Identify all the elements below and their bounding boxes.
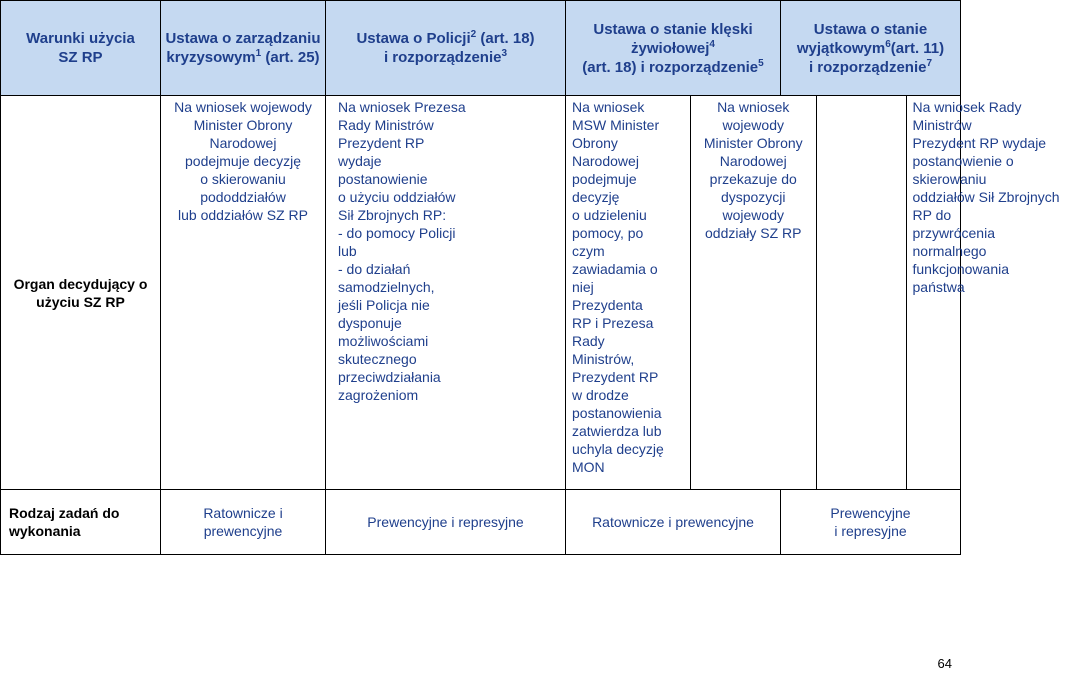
tasks-disaster-text: Ratownicze i prewencyjne <box>592 514 754 530</box>
organ-police-cell <box>326 96 566 490</box>
tasks-emergency-text: Prewencyjne i represyjne <box>830 505 911 539</box>
tasks-row <box>1 490 961 555</box>
organ-disaster-text-b: Na wniosek wojewody Minister Obrony Narodowej przekazuje do dyspozycji wojewody oddziały SZ RP <box>703 99 803 241</box>
organ-empty-cell <box>816 96 906 489</box>
header-disaster-act-text: Ustawa o stanie klęski żywiołowej$^4$ (art. 18) i rozporządzenie$^5$ <box>582 20 764 76</box>
organ-label-cell <box>1 96 161 490</box>
header-emergency-act-text: Ustawa o stanie wyjątkowym$^6$(art. 11) i rozporządzenie$^7$ <box>796 20 945 76</box>
tasks-crisis-text: Ratownicze i prewencyjne <box>203 505 283 539</box>
header-crisis-act-text: Ustawa o zarządzaniu kryzysowym$^1$ (art. 25) <box>165 30 321 66</box>
header-police-act-text: Ustawa o Policji$^2$ (art. 18) i rozporządzenie$^3$ <box>356 29 535 66</box>
organ-split-cell <box>691 96 1060 490</box>
tasks-label-cell <box>1 490 161 555</box>
page-number: 64 <box>937 656 952 671</box>
tasks-crisis-cell <box>161 490 326 555</box>
header-conditions-label: Warunki użycia SZ RP <box>26 30 135 66</box>
organ-label: Organ decydujący o użyciu SZ RP <box>13 275 148 310</box>
organ-crisis-text: Na wniosek wojewody Minister Obrony Narodowej podejmuje decyzję o skierowaniu pododdziałów lub oddziałów SZ RP <box>174 99 312 223</box>
tasks-emergency-cell <box>781 490 961 555</box>
header-crisis-act <box>161 1 326 96</box>
header-disaster-act <box>566 1 781 96</box>
organ-row <box>1 96 961 490</box>
header-police-act <box>326 1 566 96</box>
tasks-disaster-cell <box>566 490 781 555</box>
organ-disaster-cell-b <box>691 96 816 489</box>
organ-disaster-cell-a <box>566 96 691 490</box>
header-conditions <box>1 1 161 96</box>
tasks-police-cell <box>326 490 566 555</box>
header-row <box>1 1 961 96</box>
tasks-label: Rodzaj zadań do wykonania <box>9 505 120 539</box>
organ-disaster-text-a: Na wniosek MSW Minister Obrony Narodowej podejmuje decyzję o udzieleniu pomocy, po czym zawiadamia o niej Prezydenta RP i Prezesa Rady Ministrów, Prezydent RP w drodze postanowienia zatwierdza lub uchyla decyzję MON <box>572 99 664 475</box>
tasks-police-text: Prewencyjne i represyjne <box>367 514 524 530</box>
header-emergency-act <box>781 1 961 96</box>
organ-emergency-cell <box>906 96 1086 489</box>
organ-emergency-text: Na wniosek Rady Ministrów Prezydent RP wydaje postanowienie o skierowaniu oddziałów Sił Zbrojnych RP do przywrócenia normalnego funkcjonowania państwa <box>912 99 1060 295</box>
organ-crisis-cell <box>161 96 326 490</box>
organ-police-text: Na wniosek Prezesa Rady Ministrów Prezydent RP wydaje postanowienie o użyciu oddziałów Sił Zbrojnych RP: - do pomocy Policji lub - do działań samodzielnych, jeśli Policja nie dysponuje możliwościami skutecznego przeciwdziałania zagrożeniom <box>338 99 466 403</box>
